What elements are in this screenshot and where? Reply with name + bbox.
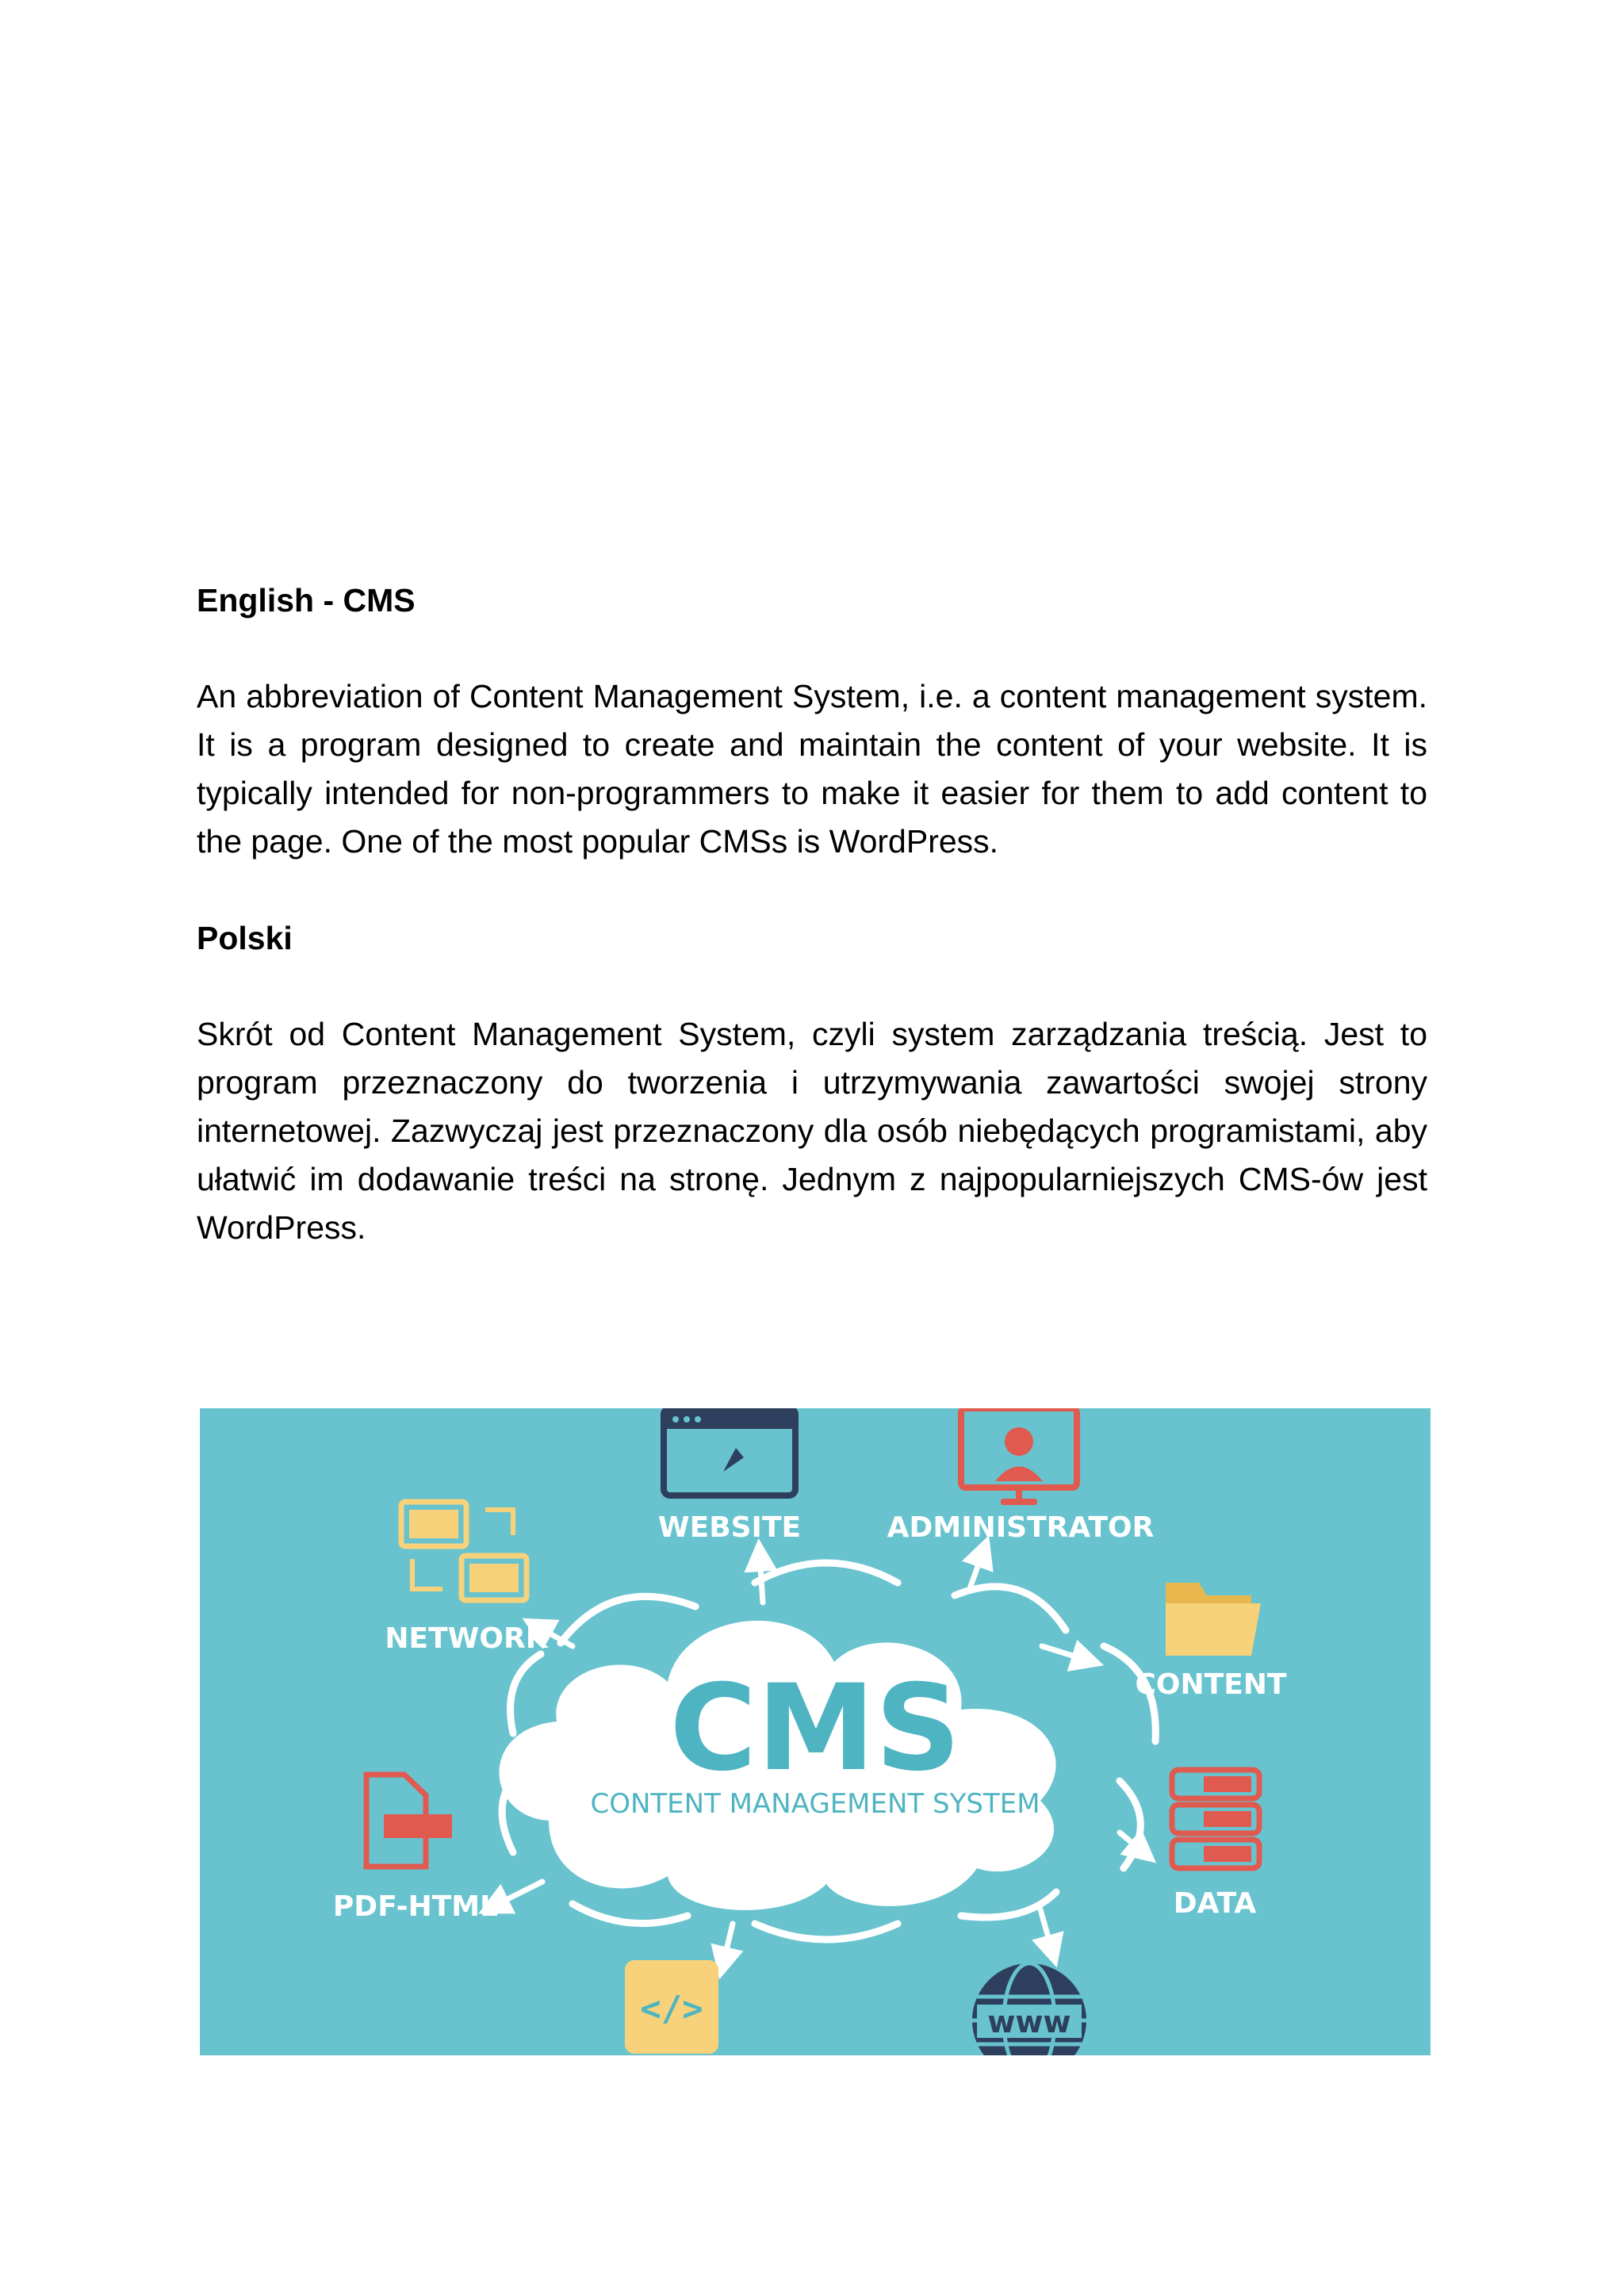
- network-label: NETWORK: [385, 1622, 548, 1655]
- data-label: DATA: [1173, 1887, 1257, 1920]
- english-paragraph: An abbreviation of Content Management System, i.e. a content management system. It is a program designed to create and maintain the content of your website. It is typically intended for non-programmers to make it easier for them to add content to the page. One of the most popular CMSs is WordPress.: [197, 678, 1427, 860]
- pdf-html-label: PDF-HTML: [332, 1890, 499, 1923]
- database-icon: [1172, 1770, 1259, 1868]
- content-label: CONTENT: [1135, 1668, 1287, 1701]
- polish-heading: Polski: [197, 920, 293, 956]
- browser-rocket-icon: [664, 1408, 795, 1496]
- administrator-monitor-icon: [961, 1408, 1077, 1505]
- cms-title: CMS: [669, 1660, 961, 1798]
- polish-paragraph: Skrót od Content Management System, czyli system zarządzania treścią. Jest to program przeznaczony do tworzenia i utrzymywania zawartości swojej strony internetowej. Zazwyczaj jest przeznaczony dla osób niebędących programistami, aby ułatwić im dodawanie treści na stronę. Jednym z najpopularniejszych CMS-ów jest WordPress.: [197, 1016, 1427, 1246]
- network-computers-icon: [401, 1502, 527, 1600]
- www-text: www: [987, 2005, 1071, 2039]
- cms-illustration: [200, 1408, 1431, 2055]
- administrator-label: ADMINISTRATOR: [887, 1511, 1155, 1544]
- pdf-document-icon: [366, 1775, 452, 1867]
- text-content: [197, 577, 1427, 1252]
- code-glyph: </>: [640, 1989, 703, 2029]
- website-label: WEBSITE: [657, 1511, 802, 1544]
- folder-icon: [1166, 1583, 1261, 1656]
- cms-subtitle: CONTENT MANAGEMENT SYSTEM: [590, 1788, 1040, 1820]
- english-heading: English - CMS: [197, 582, 416, 618]
